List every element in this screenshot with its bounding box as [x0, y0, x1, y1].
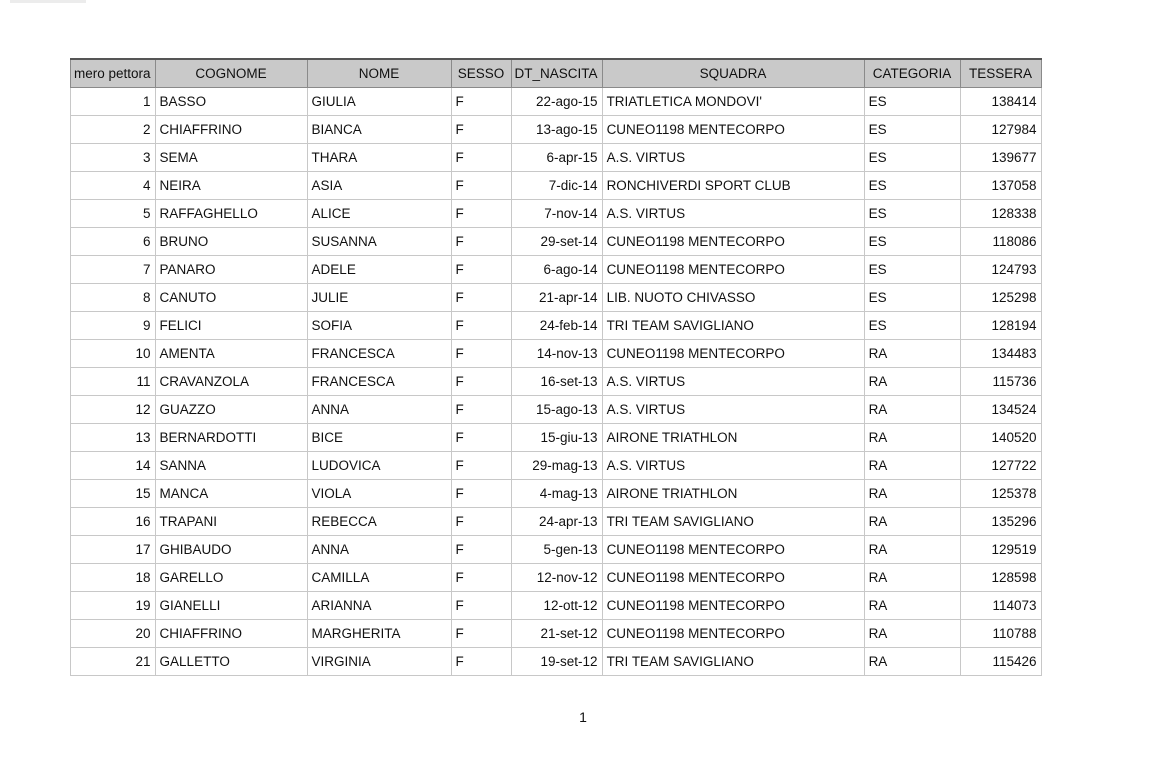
cell-birthdate: 15-giu-13	[511, 424, 602, 452]
cell-birthdate: 12-nov-12	[511, 564, 602, 592]
header-cell-birthdate: DT_NASCITA	[511, 59, 602, 88]
cell-number: 17	[71, 536, 156, 564]
cell-team: A.S. VIRTUS	[602, 144, 864, 172]
cell-team: CUNEO1198 MENTECORPO	[602, 620, 864, 648]
cell-category: RA	[864, 508, 960, 536]
cell-name: VIOLA	[307, 480, 451, 508]
cell-number: 4	[71, 172, 156, 200]
cell-sex: F	[451, 284, 511, 312]
cell-card: 128338	[960, 200, 1041, 228]
cell-name: SUSANNA	[307, 228, 451, 256]
cell-surname: CRAVANZOLA	[155, 368, 307, 396]
cell-card: 110788	[960, 620, 1041, 648]
cell-surname: GALLETTO	[155, 648, 307, 676]
cell-surname: SEMA	[155, 144, 307, 172]
cell-sex: F	[451, 340, 511, 368]
cell-card: 128194	[960, 312, 1041, 340]
cell-name: FRANCESCA	[307, 368, 451, 396]
cell-sex: F	[451, 508, 511, 536]
cell-number: 20	[71, 620, 156, 648]
header-cell-name: NOME	[307, 59, 451, 88]
cell-team: CUNEO1198 MENTECORPO	[602, 592, 864, 620]
cell-team: TRI TEAM SAVIGLIANO	[602, 648, 864, 676]
cell-birthdate: 16-set-13	[511, 368, 602, 396]
table-row	[71, 536, 1042, 564]
header-cell-team: SQUADRA	[602, 59, 864, 88]
cell-birthdate: 14-nov-13	[511, 340, 602, 368]
cell-number: 19	[71, 592, 156, 620]
table-row	[71, 564, 1042, 592]
cell-birthdate: 21-apr-14	[511, 284, 602, 312]
cell-card: 140520	[960, 424, 1041, 452]
cell-birthdate: 13-ago-15	[511, 116, 602, 144]
table-row	[71, 620, 1042, 648]
cell-birthdate: 6-apr-15	[511, 144, 602, 172]
cell-sex: F	[451, 88, 511, 116]
cell-sex: F	[451, 116, 511, 144]
table-row	[71, 88, 1042, 116]
cell-category: ES	[864, 200, 960, 228]
cell-category: ES	[864, 144, 960, 172]
table-body	[71, 88, 1042, 676]
cell-number: 13	[71, 424, 156, 452]
cell-surname: BASSO	[155, 88, 307, 116]
cell-card: 135296	[960, 508, 1041, 536]
cell-team: A.S. VIRTUS	[602, 200, 864, 228]
cell-number: 9	[71, 312, 156, 340]
cell-team: A.S. VIRTUS	[602, 368, 864, 396]
table-row	[71, 172, 1042, 200]
cell-sex: F	[451, 564, 511, 592]
cell-number: 7	[71, 256, 156, 284]
cell-category: RA	[864, 452, 960, 480]
cell-category: ES	[864, 88, 960, 116]
cell-card: 139677	[960, 144, 1041, 172]
cell-team: CUNEO1198 MENTECORPO	[602, 256, 864, 284]
cell-surname: SANNA	[155, 452, 307, 480]
cell-number: 6	[71, 228, 156, 256]
cell-card: 129519	[960, 536, 1041, 564]
cell-number: 3	[71, 144, 156, 172]
cell-category: ES	[864, 312, 960, 340]
cell-birthdate: 6-ago-14	[511, 256, 602, 284]
cell-surname: CANUTO	[155, 284, 307, 312]
cell-birthdate: 24-feb-14	[511, 312, 602, 340]
cell-category: RA	[864, 340, 960, 368]
table-row	[71, 480, 1042, 508]
cell-surname: CHIAFFRINO	[155, 116, 307, 144]
cell-surname: PANARO	[155, 256, 307, 284]
table-row	[71, 116, 1042, 144]
cell-surname: GARELLO	[155, 564, 307, 592]
cell-sex: F	[451, 256, 511, 284]
table-row	[71, 256, 1042, 284]
table-row	[71, 228, 1042, 256]
cell-name: FRANCESCA	[307, 340, 451, 368]
cell-name: ANNA	[307, 396, 451, 424]
header-row	[71, 59, 1042, 88]
cell-number: 15	[71, 480, 156, 508]
cell-name: REBECCA	[307, 508, 451, 536]
cell-sex: F	[451, 480, 511, 508]
cell-sex: F	[451, 396, 511, 424]
cell-name: JULIE	[307, 284, 451, 312]
cell-sex: F	[451, 144, 511, 172]
cell-surname: BERNARDOTTI	[155, 424, 307, 452]
table-row	[71, 508, 1042, 536]
cell-card: 138414	[960, 88, 1041, 116]
cell-name: LUDOVICA	[307, 452, 451, 480]
cell-card: 125298	[960, 284, 1041, 312]
cell-number: 16	[71, 508, 156, 536]
cell-number: 10	[71, 340, 156, 368]
table-row	[71, 396, 1042, 424]
cell-card: 127722	[960, 452, 1041, 480]
cell-card: 134524	[960, 396, 1041, 424]
cell-birthdate: 21-set-12	[511, 620, 602, 648]
cell-card: 125378	[960, 480, 1041, 508]
cell-category: RA	[864, 368, 960, 396]
cell-team: TRIATLETICA MONDOVI'	[602, 88, 864, 116]
cell-birthdate: 4-mag-13	[511, 480, 602, 508]
cell-category: RA	[864, 592, 960, 620]
table-row	[71, 424, 1042, 452]
cell-birthdate: 5-gen-13	[511, 536, 602, 564]
cell-birthdate: 12-ott-12	[511, 592, 602, 620]
table-row	[71, 144, 1042, 172]
cell-number: 12	[71, 396, 156, 424]
cell-team: TRI TEAM SAVIGLIANO	[602, 312, 864, 340]
cell-surname: FELICI	[155, 312, 307, 340]
cell-name: ALICE	[307, 200, 451, 228]
cell-team: CUNEO1198 MENTECORPO	[602, 536, 864, 564]
cell-card: 127984	[960, 116, 1041, 144]
cell-category: ES	[864, 256, 960, 284]
cell-team: CUNEO1198 MENTECORPO	[602, 340, 864, 368]
cell-name: CAMILLA	[307, 564, 451, 592]
cell-team: A.S. VIRTUS	[602, 396, 864, 424]
cell-birthdate: 7-dic-14	[511, 172, 602, 200]
cell-number: 8	[71, 284, 156, 312]
cell-name: MARGHERITA	[307, 620, 451, 648]
table-row	[71, 452, 1042, 480]
cell-surname: CHIAFFRINO	[155, 620, 307, 648]
cell-category: RA	[864, 396, 960, 424]
cell-category: ES	[864, 284, 960, 312]
cell-sex: F	[451, 536, 511, 564]
cell-birthdate: 19-set-12	[511, 648, 602, 676]
table-row	[71, 284, 1042, 312]
cell-birthdate: 29-mag-13	[511, 452, 602, 480]
cell-number: 14	[71, 452, 156, 480]
table-row	[71, 368, 1042, 396]
cell-sex: F	[451, 312, 511, 340]
cell-team: RONCHIVERDI SPORT CLUB	[602, 172, 864, 200]
cell-surname: BRUNO	[155, 228, 307, 256]
cell-team: LIB. NUOTO CHIVASSO	[602, 284, 864, 312]
header-cell-sex: SESSO	[451, 59, 511, 88]
cell-number: 1	[71, 88, 156, 116]
cell-number: 18	[71, 564, 156, 592]
cell-category: ES	[864, 116, 960, 144]
cell-number: 21	[71, 648, 156, 676]
cell-name: ANNA	[307, 536, 451, 564]
cell-card: 134483	[960, 340, 1041, 368]
cell-sex: F	[451, 228, 511, 256]
cell-name: ASIA	[307, 172, 451, 200]
cell-category: RA	[864, 620, 960, 648]
table-row	[71, 648, 1042, 676]
cell-category: RA	[864, 564, 960, 592]
top-edge-mark	[10, 0, 86, 3]
cell-category: RA	[864, 536, 960, 564]
header-cell-number: mero pettora	[71, 59, 156, 88]
table-row	[71, 200, 1042, 228]
cell-card: 115426	[960, 648, 1041, 676]
cell-surname: RAFFAGHELLO	[155, 200, 307, 228]
cell-birthdate: 29-set-14	[511, 228, 602, 256]
table-row	[71, 340, 1042, 368]
cell-surname: MANCA	[155, 480, 307, 508]
cell-card: 137058	[960, 172, 1041, 200]
results-table	[70, 58, 1042, 676]
cell-sex: F	[451, 648, 511, 676]
cell-card: 124793	[960, 256, 1041, 284]
cell-team: AIRONE TRIATHLON	[602, 424, 864, 452]
cell-name: THARA	[307, 144, 451, 172]
cell-team: CUNEO1198 MENTECORPO	[602, 564, 864, 592]
cell-category: RA	[864, 648, 960, 676]
cell-team: CUNEO1198 MENTECORPO	[602, 116, 864, 144]
cell-name: BICE	[307, 424, 451, 452]
cell-number: 5	[71, 200, 156, 228]
cell-sex: F	[451, 172, 511, 200]
cell-card: 118086	[960, 228, 1041, 256]
cell-category: RA	[864, 424, 960, 452]
cell-surname: NEIRA	[155, 172, 307, 200]
header-cell-category: CATEGORIA	[864, 59, 960, 88]
cell-team: CUNEO1198 MENTECORPO	[602, 228, 864, 256]
cell-number: 2	[71, 116, 156, 144]
cell-team: AIRONE TRIATHLON	[602, 480, 864, 508]
cell-sex: F	[451, 200, 511, 228]
cell-surname: GIANELLI	[155, 592, 307, 620]
cell-team: TRI TEAM SAVIGLIANO	[602, 508, 864, 536]
header-cell-surname: COGNOME	[155, 59, 307, 88]
cell-sex: F	[451, 620, 511, 648]
cell-birthdate: 24-apr-13	[511, 508, 602, 536]
cell-surname: GUAZZO	[155, 396, 307, 424]
cell-sex: F	[451, 368, 511, 396]
cell-number: 11	[71, 368, 156, 396]
cell-birthdate: 15-ago-13	[511, 396, 602, 424]
cell-birthdate: 7-nov-14	[511, 200, 602, 228]
cell-name: BIANCA	[307, 116, 451, 144]
cell-team: A.S. VIRTUS	[602, 452, 864, 480]
header-cell-card: TESSERA	[960, 59, 1041, 88]
cell-sex: F	[451, 452, 511, 480]
table-row	[71, 312, 1042, 340]
cell-name: ARIANNA	[307, 592, 451, 620]
page-number: 1	[579, 709, 587, 725]
cell-surname: GHIBAUDO	[155, 536, 307, 564]
cell-category: ES	[864, 228, 960, 256]
table-row	[71, 592, 1042, 620]
cell-birthdate: 22-ago-15	[511, 88, 602, 116]
cell-name: ADELE	[307, 256, 451, 284]
cell-surname: AMENTA	[155, 340, 307, 368]
cell-card: 115736	[960, 368, 1041, 396]
cell-name: VIRGINIA	[307, 648, 451, 676]
cell-name: GIULIA	[307, 88, 451, 116]
cell-card: 128598	[960, 564, 1041, 592]
cell-category: RA	[864, 480, 960, 508]
cell-card: 114073	[960, 592, 1041, 620]
cell-category: ES	[864, 172, 960, 200]
cell-name: SOFIA	[307, 312, 451, 340]
cell-sex: F	[451, 424, 511, 452]
cell-sex: F	[451, 592, 511, 620]
cell-surname: TRAPANI	[155, 508, 307, 536]
